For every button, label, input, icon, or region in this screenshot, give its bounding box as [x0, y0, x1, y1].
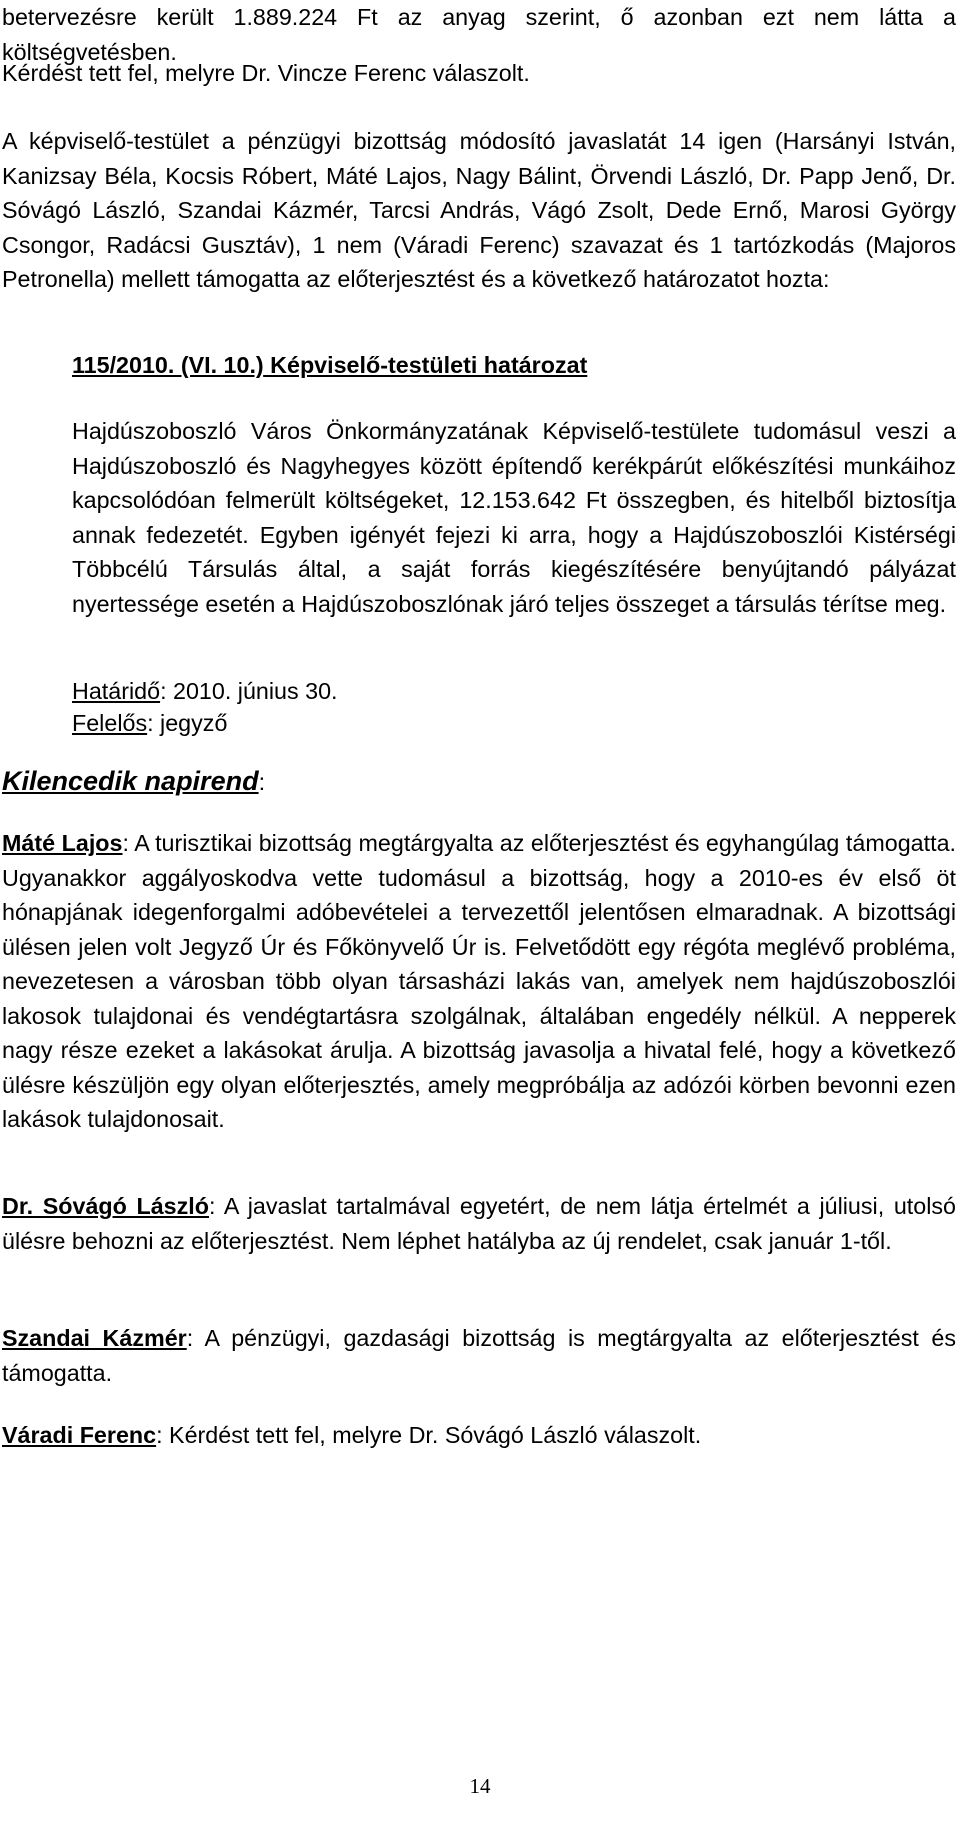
responsible-value: : jegyző	[147, 710, 228, 736]
speech-text: : Kérdést tett fel, melyre Dr. Sóvágó László válaszolt.	[156, 1422, 702, 1448]
resolution-title	[72, 348, 956, 383]
speech-text: : A turisztikai bizottság megtárgyalta az előterjesztést és egyhangúlag támogatta. Ugyanakkor aggályoskodva vette tudomásul a bizottság, hogy a 2010-es év első öt hónapjának idegenforgalmi adóbevételei a tervezettől jelentősen elmaradnak. A bizottsági ülésen jelen volt Jegyző Úr és Főkönyvelő Úr is. Felvetődött egy régóta meglévő probléma, nevezetesen a városban több olyan társasházi lakás van, amelyek nem hajdúszoboszlói lakosok tulajdonai és vendégtartásra szolgálnak, általában engedély nélkül. A nepperek nagy része ezeket a lakásokat árulja. A bizottság javasolja a hivatal felé, hogy a következő ülésre készüljön egy olyan előterjesztés, amely megpróbálja az adózói körben bevonni ezen lakások tulajdonosait.	[2, 830, 956, 1132]
speaker-name: Dr. Sóvágó László	[2, 1193, 209, 1219]
responsible-line	[72, 706, 956, 741]
speech-2	[2, 1189, 956, 1258]
agenda-heading	[2, 764, 956, 800]
paragraph-question: Kérdést tett fel, melyre Dr. Vincze Ferenc válaszolt.	[2, 60, 530, 86]
agenda-heading-colon: :	[258, 769, 266, 795]
paragraph-vote: A képviselő-testület a pénzügyi bizottság módosító javaslatát 14 igen (Harsányi István, Kanizsay Béla, Kocsis Róbert, Máté Lajos, Nagy Bálint, Örvendi László, Dr. Papp Jenő, Dr. Sóvágó László, Szandai Kázmér, Tarcsi András, Vágó Zsolt, Dede Ernő, Marosi György Csongor, Radácsi Gusztáv), 1 nem (Váradi Ferenc) szavazat és 1 tartózkodás (Majoros Petronella) mellett támogatta az előterjesztést és a következő határozatot hozta:	[2, 128, 956, 292]
responsible-label: Felelős	[72, 710, 148, 736]
speech-1	[2, 826, 956, 1137]
resolution-body: Hajdúszoboszló Város Önkormányzatának Képviselő-testülete tudomásul veszi a Hajdúszoboszló és Nagyhegyes között építendő kerékpárút előkészítési munkáihoz kapcsolódóan felmerült költségeket, 12.153.642 Ft összegben, és hitelből biztosítja annak fedezetét. Egyben igényét fejezi ki arra, hogy a Hajdúszoboszlói Kistérségi Többcélú Társulás által, a saját forrás kiegészítésére benyújtandó pályázat nyertessége esetén a Hajdúszoboszlónak járó teljes összeget a társulás térítse meg.	[72, 418, 956, 617]
speaker-name: Máté Lajos	[2, 830, 123, 856]
resolution-title-text: Képviselő-testületi határozat	[263, 352, 588, 378]
speaker-name: Váradi Ferenc	[2, 1422, 157, 1448]
speech-4	[2, 1418, 956, 1453]
agenda-heading-text: Kilencedik napirend	[2, 766, 259, 796]
speech-3	[2, 1321, 956, 1390]
deadline-label: Határidő	[72, 678, 161, 704]
resolution-number: 115/2010. (VI. 10.)	[72, 352, 264, 378]
speech-text: : A pénzügyi, gazdasági bizottság is megtárgyalta az előterjesztést és támogatta.	[2, 1325, 956, 1386]
page-number: 14	[469, 1774, 491, 1798]
deadline-line	[72, 674, 956, 709]
speech-text: : A javaslat tartalmával egyetért, de nem látja értelmét a júliusi, utolsó ülésre behozni az előterjesztést. Nem léphet hatályba az új rendelet, csak január 1-től.	[2, 1193, 956, 1254]
deadline-value: : 2010. június 30.	[160, 678, 338, 704]
speaker-name: Szandai Kázmér	[2, 1325, 187, 1351]
paragraph-continuation: betervezésre került 1.889.224 Ft az anyag szerint, ő azonban ezt nem látta a költségvetésben.	[2, 4, 956, 65]
